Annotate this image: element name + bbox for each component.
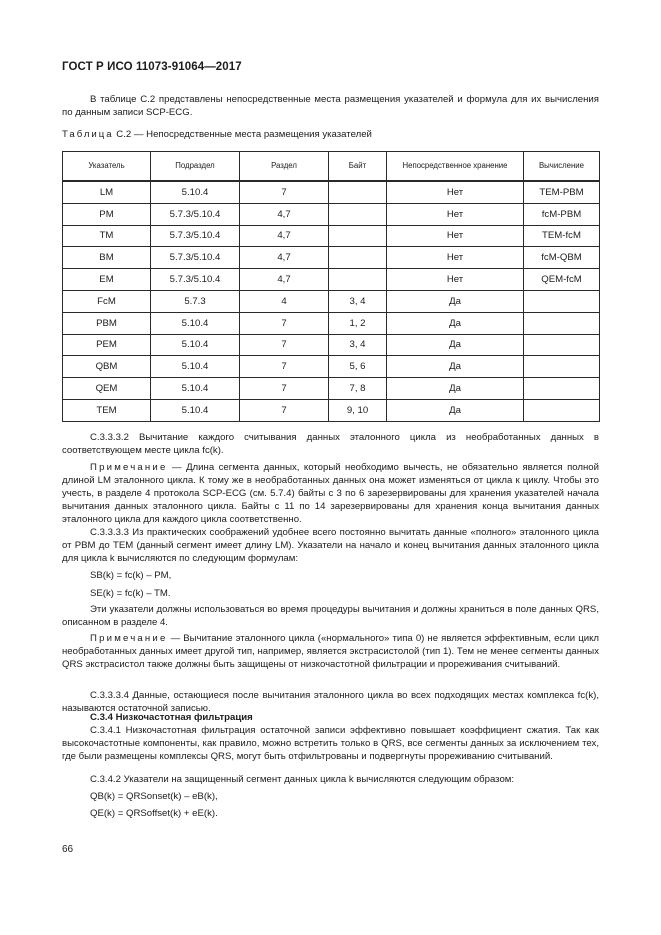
table-cell: 7 xyxy=(240,399,329,421)
table-cell: Да xyxy=(387,378,524,400)
table-cell: 5.10.4 xyxy=(151,378,240,400)
table-cell: QBM xyxy=(63,356,151,378)
paragraph-c3334: С.3.3.3.4 Данные, остающиеся после вычитания эталонного цикла во всех подходящих местах комплекса fc(k), называются остаточной записью. xyxy=(62,690,599,714)
table-row xyxy=(63,181,600,203)
table-row xyxy=(63,290,600,312)
table-cell: 4 xyxy=(240,290,329,312)
table-cell: Нет xyxy=(387,269,524,291)
table-cell: PEM xyxy=(63,334,151,356)
page-number: 66 xyxy=(62,844,74,855)
table-cell: 7 xyxy=(240,181,329,203)
table-header-row xyxy=(63,152,600,182)
document-header: ГОСТ Р ИСО 11073-91064—2017 xyxy=(62,61,242,73)
note-text: — Длина сегмента данных, который необходимо вычесть, не обязательно является полной длиной LM эталонного цикла. К тому же в необработанных данных она может изменяться от цикла к циклу. Чтобы это учесть, в разделе 4 протокола SCP-ECG (см. 5.7.4) байты с 3 по 6 зарезервированы для хранения указателей начала вычитания данных эталонного цикла. Байты с 11 по 14 зарезервированы для хранения конца вычитания данных эталонного цикла для каждого цикла соответственно. xyxy=(62,462,599,525)
table-cell xyxy=(524,356,600,378)
table-cell: 4,7 xyxy=(240,269,329,291)
formula-qb: QB(k) = QRSonset(k) – eB(k), xyxy=(90,791,218,802)
table-cell: 5.7.3 xyxy=(151,290,240,312)
table-cell: Да xyxy=(387,312,524,334)
note-label: Примечание xyxy=(90,633,168,644)
table-row xyxy=(63,203,600,225)
table-cell: Да xyxy=(387,399,524,421)
table-cell: FcM xyxy=(63,290,151,312)
table-cell: 7 xyxy=(240,378,329,400)
table-cell: PM xyxy=(63,203,151,225)
table-cell: 5.10.4 xyxy=(151,181,240,203)
table-cell: 5, 6 xyxy=(329,356,387,378)
table-cell: 5.10.4 xyxy=(151,334,240,356)
table-cell: EM xyxy=(63,269,151,291)
paragraph-pointers-usage: Эти указатели должны использоваться во время процедуры вычитания и должны храниться в поле данных QRS, описанном в разделе 4. xyxy=(62,604,599,628)
table-cell: 7 xyxy=(240,356,329,378)
column-header: Подраздел xyxy=(151,152,240,182)
table-cell: LM xyxy=(63,181,151,203)
table-cell: 7 xyxy=(240,334,329,356)
table-cell: 7 xyxy=(240,312,329,334)
table-cell: TEM-fcM xyxy=(524,225,600,247)
table-cell: PBM xyxy=(63,312,151,334)
table-cell: Нет xyxy=(387,247,524,269)
table-caption-label: Таблица xyxy=(62,129,114,140)
table-cell xyxy=(524,312,600,334)
paragraph-c3332: С.3.3.3.2 Вычитание каждого считывания данных эталонного цикла из необработанных данных в соответствующем месте цикла fc(k). xyxy=(62,432,599,456)
intro-paragraph: В таблице С.2 представлены непосредственные места размещения указателей и формула для их вычисления по данным записи SCP-ECG. xyxy=(62,94,599,118)
paragraph-c3333: С.3.3.3.3 Из практических соображений удобнее всего постоянно вычитать данные «полного» эталонного цикла от PBM до TEM (данный сегмент имеет длину LM). Указатели на начало и конец вычитания данных эталонного цикла для цикла k вычисляются по следующим формулам: xyxy=(62,527,599,564)
table-cell: TEM xyxy=(63,399,151,421)
table-cell xyxy=(524,290,600,312)
table-cell: 4,7 xyxy=(240,203,329,225)
table-cell: 1, 2 xyxy=(329,312,387,334)
column-header: Раздел xyxy=(240,152,329,182)
table-row xyxy=(63,225,600,247)
table-cell: 7, 8 xyxy=(329,378,387,400)
table-cell xyxy=(329,247,387,269)
table-cell: Нет xyxy=(387,181,524,203)
table-cell: 5.7.3/5.10.4 xyxy=(151,247,240,269)
formula-sb: SB(k) = fc(k) – PM, xyxy=(90,570,172,581)
table-cell xyxy=(329,181,387,203)
paragraph-c341: С.3.4.1 Низкочастотная фильтрация остаточной записи эффективно повышает коэффициент сжатия. Так как высокочастотные компоненты, как правило, можно встретить только в QRS, все сегменты данных за исключением тех, где были размещены комплексы QRS, могут быть отфильтрованы и подвергнуты прореживанию считываний. xyxy=(62,725,599,762)
formula-se: SE(k) = fc(k) – TM. xyxy=(90,588,171,599)
pointer-table xyxy=(62,151,600,422)
table-row xyxy=(63,312,600,334)
column-header: Вычисление xyxy=(524,152,600,182)
table-cell: 5.10.4 xyxy=(151,356,240,378)
table-cell xyxy=(329,225,387,247)
table-cell: Да xyxy=(387,356,524,378)
table-caption-text: С.2 — Непосредственные места размещения указателей xyxy=(116,129,372,140)
table-cell xyxy=(329,269,387,291)
table-cell: QEM-fcM xyxy=(524,269,600,291)
paragraph-c342: С.3.4.2 Указатели на защищенный сегмент данных цикла k вычисляются следующим образом: xyxy=(90,774,515,785)
table-cell: fcM-PBM xyxy=(524,203,600,225)
table-row xyxy=(63,378,600,400)
table-row xyxy=(63,269,600,291)
table-cell: 5.10.4 xyxy=(151,399,240,421)
note-label: Примечание xyxy=(90,462,168,473)
note-text: — Вычитание эталонного цикла («нормального» типа 0) не является эффективным, если цикл необработанных данных имеет другой тип, например, является экстрасистолой (тип 1). Тем не менее сегменты данных QRS экстрасистол также должны быть защищены от низкочастотной фильтрации и прореживания считываний. xyxy=(62,633,599,670)
table-cell: 5.7.3/5.10.4 xyxy=(151,225,240,247)
table-row xyxy=(63,356,600,378)
table-cell: TM xyxy=(63,225,151,247)
section-heading: С.3.4 Низкочастотная фильтрация xyxy=(90,712,253,723)
column-header: Байт xyxy=(329,152,387,182)
table-cell: 4,7 xyxy=(240,247,329,269)
table-cell: 5.10.4 xyxy=(151,312,240,334)
table-cell xyxy=(524,334,600,356)
column-header: Непосредственное хранение xyxy=(387,152,524,182)
note-2 xyxy=(62,632,599,671)
table-cell: 5.7.3/5.10.4 xyxy=(151,203,240,225)
table-cell xyxy=(524,399,600,421)
table-cell: 5.7.3/5.10.4 xyxy=(151,269,240,291)
table-cell: TEM-PBM xyxy=(524,181,600,203)
table-cell: 9, 10 xyxy=(329,399,387,421)
table-cell: fcM-QBM xyxy=(524,247,600,269)
table-cell: 3, 4 xyxy=(329,334,387,356)
table-cell: 3, 4 xyxy=(329,290,387,312)
table-cell: 4,7 xyxy=(240,225,329,247)
note-1 xyxy=(62,461,599,526)
table-row xyxy=(63,247,600,269)
formula-qe: QE(k) = QRSoffset(k) + eE(k). xyxy=(90,808,218,819)
table-cell: Нет xyxy=(387,203,524,225)
table-cell: Да xyxy=(387,290,524,312)
table-cell xyxy=(524,378,600,400)
table-row xyxy=(63,399,600,421)
table-cell: QEM xyxy=(63,378,151,400)
table-cell xyxy=(329,203,387,225)
table-caption xyxy=(62,129,372,140)
table-cell: BM xyxy=(63,247,151,269)
column-header: Указатель xyxy=(63,152,151,182)
table-cell: Да xyxy=(387,334,524,356)
table-row xyxy=(63,334,600,356)
table-cell: Нет xyxy=(387,225,524,247)
